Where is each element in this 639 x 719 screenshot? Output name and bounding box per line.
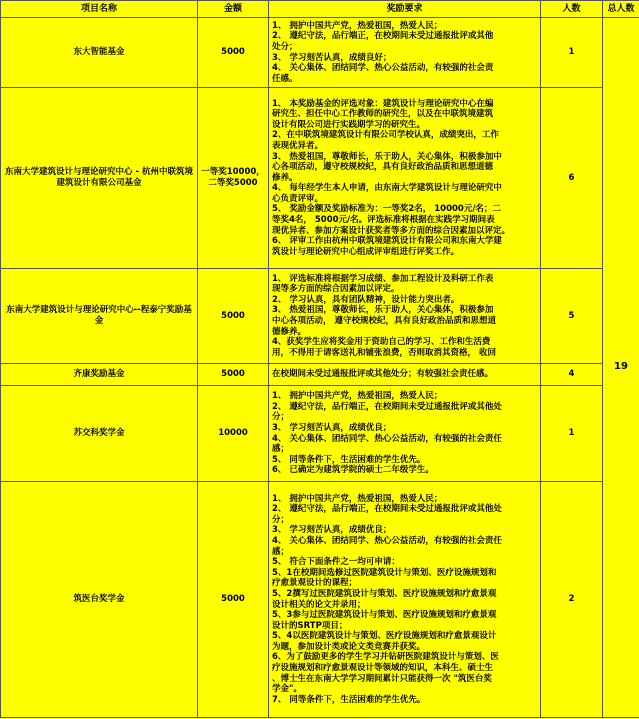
requirement-line: 学金"。 xyxy=(272,684,302,695)
requirement-line: 5、1在校期间选修过医院建筑设计与策划、医疗设施规划和 xyxy=(272,567,497,578)
requirement-line: 5、3参与过医院建筑设计与策划、医疗设施规划和疗愈景观 xyxy=(272,610,497,621)
requirement-line: 德修养。 xyxy=(272,326,307,337)
requirement-line: 筑设计与理论研究中心组成评审组进行评奖工作。 xyxy=(272,246,460,257)
requirement-line: 研究生、担任中心工作教师的研究生，以及在中联筑境建筑 xyxy=(272,109,494,120)
row-name: 齐康奖励基金 xyxy=(1,364,198,386)
requirement-line: 5、 奖励金额及奖励标准为：一等奖2名， 10000元/名；二 xyxy=(272,204,501,215)
requirement-line: 任感。 xyxy=(272,73,298,84)
row-name: 苏交科奖学金 xyxy=(1,386,198,482)
requirement-line: 3、 热爱祖国，尊敬师长，乐于助人，关心集体，积极参加 xyxy=(272,305,494,316)
header-count: 人数 xyxy=(541,1,603,18)
requirement-line: 表现优异者。 xyxy=(272,140,324,151)
requirement-line: 心负责评审。 xyxy=(272,193,324,204)
requirement-line: 2、在中联筑境建筑设计有限公司学校认真，成绩突出，工作 xyxy=(272,130,499,141)
header-row xyxy=(1,1,639,18)
requirement-line: 3、 热爱祖国，尊敬师长，乐于助人，关心集体，积极参加中 xyxy=(272,151,502,162)
requirement-line: 疗设施规划和疗愈景观设计等领域的知识，本科生、硕士生 xyxy=(272,663,494,674)
requirement-line: 2、 遵纪守法，品行端正，在校期间未受过通报批评或其他 xyxy=(272,31,494,42)
requirement-line: 2、 遵纪守法，品行端正，在校期间未受过通报批评或其他处 xyxy=(272,401,502,412)
requirement-line: 在校期间未受过通报批评或其他处分；有较强社会责任感。 xyxy=(272,369,494,380)
requirement-line: 现优异者、参加方案设计获奖者等多方面的综合因素加以评定。 xyxy=(272,225,511,236)
row-count: 6 xyxy=(541,88,603,269)
requirement-line: 2、 学习认真，具有团队精神，设计能力突出者。 xyxy=(272,294,460,305)
row-count: 2 xyxy=(541,482,603,718)
requirement-line: 分； xyxy=(272,412,290,423)
header-total: 总人数 xyxy=(603,1,639,18)
requirement-line: 5、2撰写过医院建筑设计与策划、医疗设施规划和疗愈景观 xyxy=(272,588,497,599)
requirement-line: 3、 学习刻苦认真，成绩优良； xyxy=(272,422,392,433)
row-count: 4 xyxy=(541,364,603,386)
requirement-line: 为题，参加设计类或论文类竞赛并获奖。 xyxy=(272,641,426,652)
requirement-line: 3、 学习刻苦认真，成绩优良； xyxy=(272,525,392,536)
table-row xyxy=(1,364,639,386)
row-requirements xyxy=(269,88,541,269)
row-name: 东南大学建筑设计与理论研究中心--程泰宁奖励基金 xyxy=(1,269,198,364)
requirement-line: 设计的SRTP项目； xyxy=(272,620,348,631)
requirement-line: 用，不得用于请客送礼和铺张浪费，否则取消其资格， 收回 xyxy=(272,347,496,358)
requirement-line: 3、 学习刻苦认真，成绩良好； xyxy=(272,52,392,63)
requirement-line: 5、4以医院建筑设计与策划、医疗设施规划和疗愈景观设计 xyxy=(272,631,497,642)
requirement-line: 感； xyxy=(272,444,290,455)
requirement-line: 5、 符合下面条件之一均可申请： xyxy=(272,557,400,568)
table-row xyxy=(1,482,639,718)
requirement-line: 疗愈景观设计的课程； xyxy=(272,578,358,589)
row-amount: 5000 xyxy=(198,18,269,88)
requirement-line: 中心各项活动， 遵守校规校纪，具有良好政治品质和思想道 xyxy=(272,316,496,326)
table-row xyxy=(1,88,639,269)
table-row xyxy=(1,386,639,482)
table-row xyxy=(1,18,639,88)
requirement-line: 1、 拥护中国共产党，热爱祖国，热爱人民； xyxy=(272,493,443,504)
requirement-line: 分； xyxy=(272,514,290,525)
requirement-line: 1、 本奖励基金的评选对象：建筑设计与理论研究中心在编 xyxy=(272,98,494,109)
requirement-line: 1、 拥护中国共产党，热爱祖国，热爱人民； xyxy=(272,20,443,31)
requirement-line: 1、 拥护中国共产党，热爱祖国，热爱人民； xyxy=(272,391,443,402)
header-amount: 金额 xyxy=(198,1,269,18)
requirement-line: 心各项活动，遵守校规校纪，具有良好政治品质和思想道德 xyxy=(272,162,494,173)
row-name: 东南大学建筑设计与理论研究中心 - 杭州中联筑境建筑设计有限公司基金 xyxy=(1,88,198,269)
requirement-line: 2、 遵纪守法，品行端正，在校期间未受过通报批评或其他处 xyxy=(272,504,502,515)
row-amount: 一等奖10000，二等奖5000 xyxy=(198,88,269,269)
table-row xyxy=(1,269,639,364)
row-name: 东大智能基金 xyxy=(1,18,198,88)
header-requirement: 奖励要求 xyxy=(269,1,541,18)
requirement-line: 设计相关的论文并录用； xyxy=(272,599,366,610)
header-name: 项目名称 xyxy=(1,1,198,18)
row-requirements xyxy=(269,269,541,364)
requirement-line: 1、 评选标准将根据学习成绩、参加工程设计及科研工作表 xyxy=(272,273,494,284)
requirement-line: 现等多方面的综合因素加以评定。 xyxy=(272,284,400,295)
requirement-line: 7、 同等条件下，生活困难的学生优先。 xyxy=(272,694,426,705)
row-amount: 5000 xyxy=(198,364,269,386)
row-count: 5 xyxy=(541,269,603,364)
requirement-line: 4、 关心集体、团结同学、热心公益活动，有较强的社会责任 xyxy=(272,433,502,444)
row-amount: 5000 xyxy=(198,482,269,718)
requirement-line: 6、 已确定为建筑学院的硕士二年级学生。 xyxy=(272,465,434,476)
requirement-line: 设计有限公司进行实践期学习的研究生。 xyxy=(272,119,426,130)
requirement-line: 4、 关心集体、团结同学、热心公益活动，有较强的社会责 xyxy=(272,63,494,74)
row-requirements xyxy=(269,386,541,482)
requirement-line: 4、 关心集体、团结同学、热心公益活动，有较强的社会责任 xyxy=(272,535,502,546)
row-count: 1 xyxy=(541,386,603,482)
requirement-line: 6、 评审工作由杭州中联筑境建筑设计有限公司和东南大学建 xyxy=(272,236,502,247)
requirement-line: 5、 同等条件下，生活困难的学生优先。 xyxy=(272,454,426,465)
requirement-line: 感； xyxy=(272,546,290,557)
row-name: 筑医台奖学金 xyxy=(1,482,198,718)
requirement-line: 6、为了鼓励更多的学生学习并钻研医院建筑设计与策划、医 xyxy=(272,652,499,663)
row-requirements xyxy=(269,482,541,718)
requirement-line: 4、获奖学生应将奖金用于资助自己的学习、工作和生活费 xyxy=(272,337,491,348)
requirement-line: 处分； xyxy=(272,41,298,52)
row-requirements xyxy=(269,18,541,88)
row-count: 1 xyxy=(541,18,603,88)
row-amount: 10000 xyxy=(198,386,269,482)
row-amount: 5000 xyxy=(198,269,269,364)
requirement-line: 修养。 xyxy=(272,172,298,183)
requirement-line: 、博士生在东南大学学习期间累计只能获得一次 "筑医台奖 xyxy=(272,673,492,684)
total-people: 19 xyxy=(603,18,639,718)
requirement-line: 等奖4名， 5000元/名。评选标准将根据在实践学习期间表 xyxy=(272,215,495,226)
row-requirements xyxy=(269,364,541,386)
requirement-line: 4、 每年经学生本人申请，由东南大学建筑设计与理论研究中 xyxy=(272,183,502,194)
